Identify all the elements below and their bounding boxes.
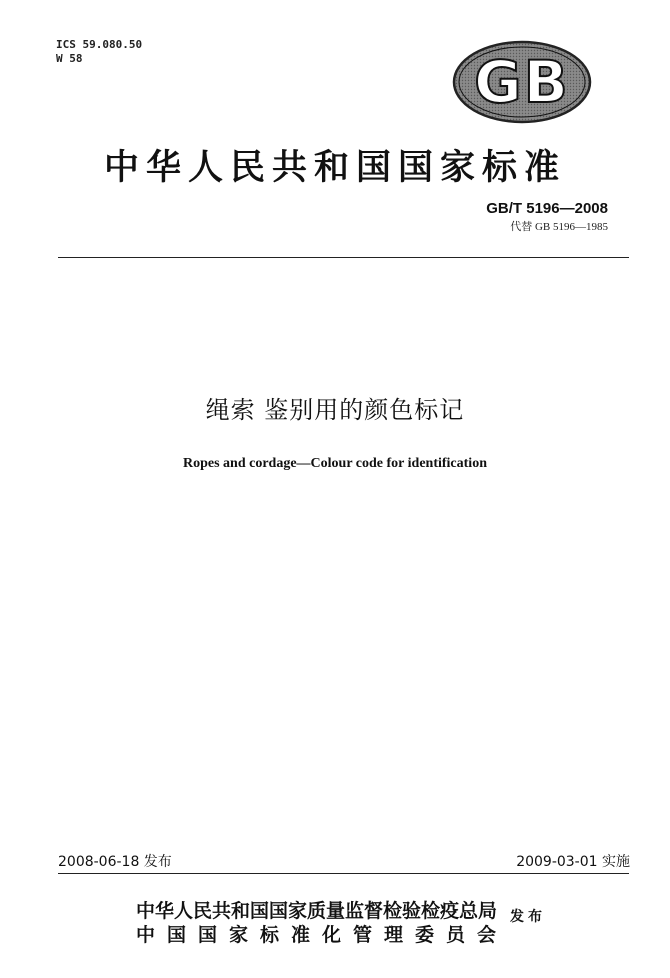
issuer-aqsiq: 中华人民共和国国家质量监督检验检疫总局 — [136, 900, 498, 922]
document-title-english: Ropes and cordage—Colour code for identification — [183, 456, 487, 471]
top-divider — [58, 257, 629, 258]
bottom-divider — [58, 873, 629, 874]
standard-number-block — [486, 200, 608, 234]
national-standard-title: 中华人民共和国国家标准 — [103, 147, 566, 188]
implementation-date: 2009-03-01 实施 — [516, 854, 630, 870]
standard-number: GB/T 5196—2008 — [486, 200, 608, 217]
ccs-code: W 58 — [56, 52, 83, 65]
gb-logo — [452, 40, 592, 124]
classification-codes — [56, 38, 142, 66]
replaces-standard: 代替 GB 5196—1985 — [510, 221, 608, 233]
issue-date: 2008-06-18 发布 — [58, 854, 172, 870]
svg-text:GB: GB — [474, 48, 570, 116]
publish-label: 发布 — [510, 909, 546, 925]
issuer-sac: 中国国家标准化管理委员会 — [136, 924, 509, 946]
document-title-chinese: 绳索 鉴别用的颜色标记 — [205, 396, 465, 424]
ics-code: ICS 59.080.50 — [56, 38, 143, 51]
